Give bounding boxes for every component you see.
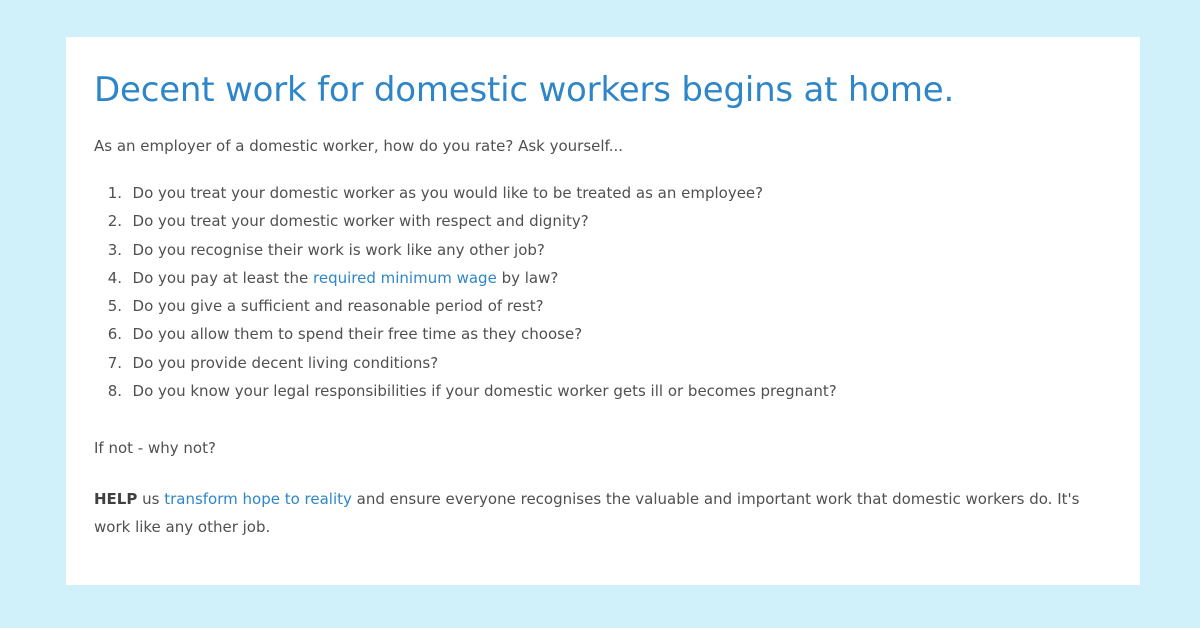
page-title: Decent work for domestic workers begins at home. xyxy=(94,70,955,110)
question-text: Do you give a sufficient and reasonable period of rest? xyxy=(132,297,544,316)
content-card xyxy=(66,37,1140,585)
help-bold-label: HELP xyxy=(94,490,138,508)
list-number: 5. xyxy=(107,297,122,316)
question-text: Do you know your legal responsibilities if your domestic worker gets ill or becomes pregnant? xyxy=(132,382,837,401)
question-text: Do you provide decent living conditions? xyxy=(132,353,439,372)
list-item xyxy=(94,296,837,324)
question-text: Do you treat your domestic worker with respect and dignity? xyxy=(132,212,589,231)
list-item xyxy=(94,381,837,409)
intro-text: As an employer of a domestic worker, how do you rate? Ask yourself... xyxy=(94,137,624,155)
list-number: 3. xyxy=(107,240,122,259)
list-item xyxy=(94,268,837,296)
minimum-wage-link[interactable]: required minimum wage xyxy=(313,268,497,287)
list-item xyxy=(94,324,837,352)
list-item xyxy=(94,353,837,381)
question-text: Do you recognise their work is work like any other job? xyxy=(132,240,545,259)
if-not-text: If not - why not? xyxy=(94,439,216,457)
list-number: 8. xyxy=(107,382,122,401)
list-number: 6. xyxy=(107,325,122,344)
list-number: 4. xyxy=(107,268,122,287)
question-text: Do you treat your domestic worker as you would like to be treated as an employee? xyxy=(132,184,764,202)
help-paragraph: HELP us transform hope to reality and ensure everyone recognises the valuable and important work that domestic workers do. It's work like any other job. xyxy=(94,490,1080,536)
questions-list xyxy=(94,183,837,409)
question-text: Do you pay at least the required minimum wage by law? xyxy=(132,268,559,287)
list-number: 1. xyxy=(107,184,122,202)
transform-hope-link[interactable]: transform hope to reality xyxy=(164,490,352,508)
list-item xyxy=(94,240,837,268)
list-number: 2. xyxy=(107,212,122,231)
list-item xyxy=(94,183,837,211)
list-item xyxy=(94,211,837,239)
question-text: Do you allow them to spend their free time as they choose? xyxy=(132,325,583,344)
list-number: 7. xyxy=(107,353,122,372)
